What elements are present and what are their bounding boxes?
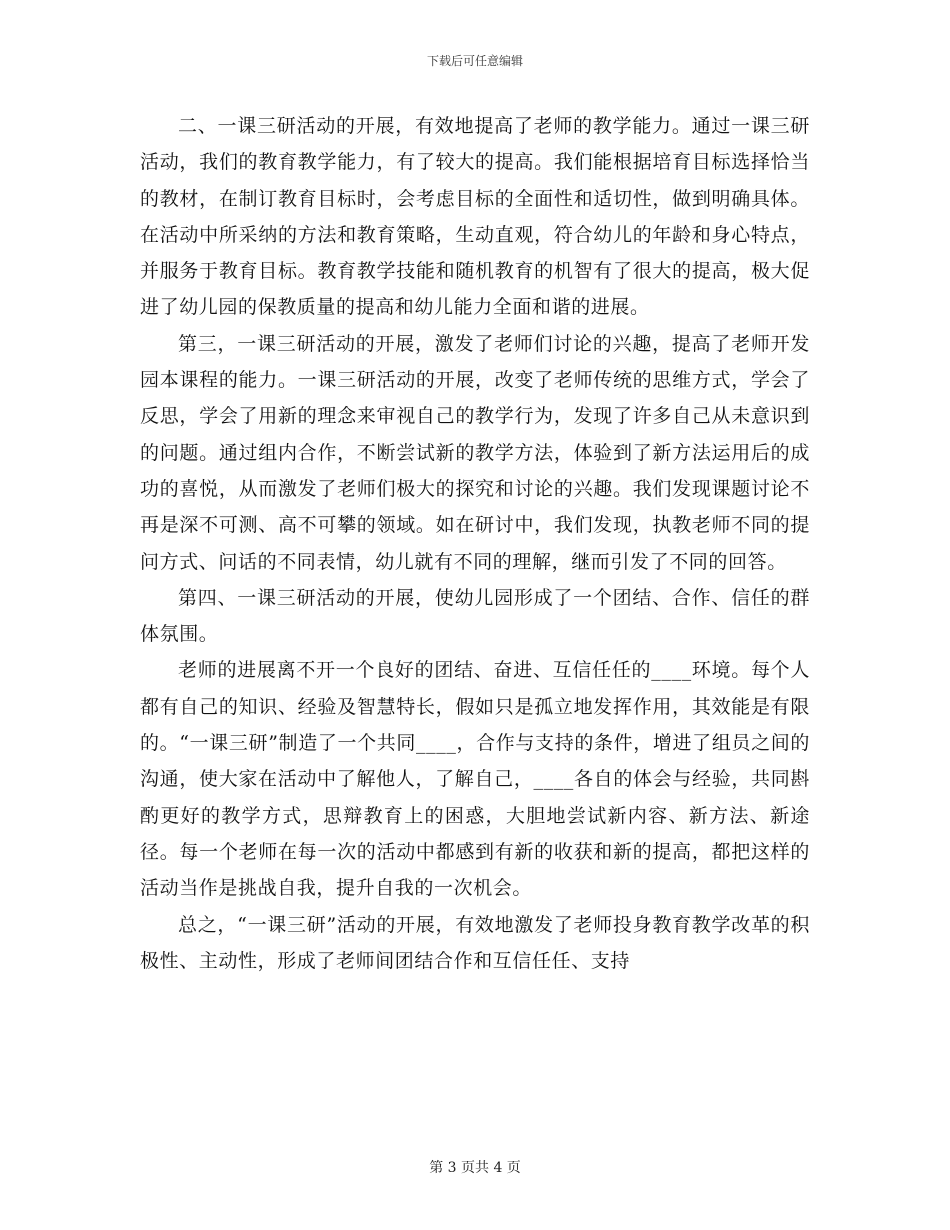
paragraph-section-three: 第三，一课三研活动的开展，激发了老师们讨论的兴趣，提高了老师开发园本课程的能力。一课三研活动的开展，改变了老师传统的思维方式，学会了反思，学会了用新的理念来审视自己的教学行为，发现了许多自己从未意识到的问题。通过组内合作，不断尝试新的教学方法，体验到了新方法运用后的成功的喜悦，从而激发了老师们极大的探究和讨论的兴趣。我们发现课题讨论不再是深不可测、高不可攀的领域。如在研讨中，我们发现，执教老师不同的提问方式、问话的不同表情，幼儿就有不同的理解，继而引发了不同的回答。 xyxy=(140,332,810,573)
paragraph-team-environment: 老师的进展离不开一个良好的团结、奋进、互信任任的____环境。每个人都有自己的知识、经验及智慧特长，假如只是孤立地发挥作用，其效能是有限的。“一课三研”制造了一个共同____，合作与支持的条件，增进了组员之间的沟通，使大家在活动中了解他人，了解自己，____各自的体会与经验，共同斟酌更好的教学方式，思辩教育上的困惑，大胆地尝试新内容、新方法、新途径。每一个老师在每一次的活动中都感到有新的收获和新的提高，都把这样的活动当作是挑战自我，提升自我的一次机会。 xyxy=(140,659,810,900)
paragraph-summary: 总之，“一课三研”活动的开展，有效地激发了老师投身教育教学改革的积极性、主动性，形成了老师间团结合作和互信任任、支持 xyxy=(140,913,810,972)
paragraph-section-four: 第四、一课三研活动的开展，使幼儿园形成了一个团结、合作、信任的群体氛围。 xyxy=(140,586,810,646)
page-header: 下载后可任意编辑 xyxy=(426,54,523,68)
paragraph-section-two: 二、一课三研活动的开展，有效地提高了老师的教学能力。通过一课三研活动，我们的教育教学能力，有了较大的提高。我们能根据培育目标选择恰当的教材，在制订教育目标时，会考虑目标的全面性和适切性，做到明确具体。在活动中所采纳的方法和教育策略，生动直观，符合幼儿的年龄和身心特点，并服务于教育目标。教育教学技能和随机教育的机智有了很大的提高，极大促进了幼儿园的保教质量的提高和幼儿能力全面和谐的进展。 xyxy=(140,115,810,319)
page-number-footer: 第 3 页共 4 页 xyxy=(429,1160,521,1176)
document-body xyxy=(140,108,810,979)
